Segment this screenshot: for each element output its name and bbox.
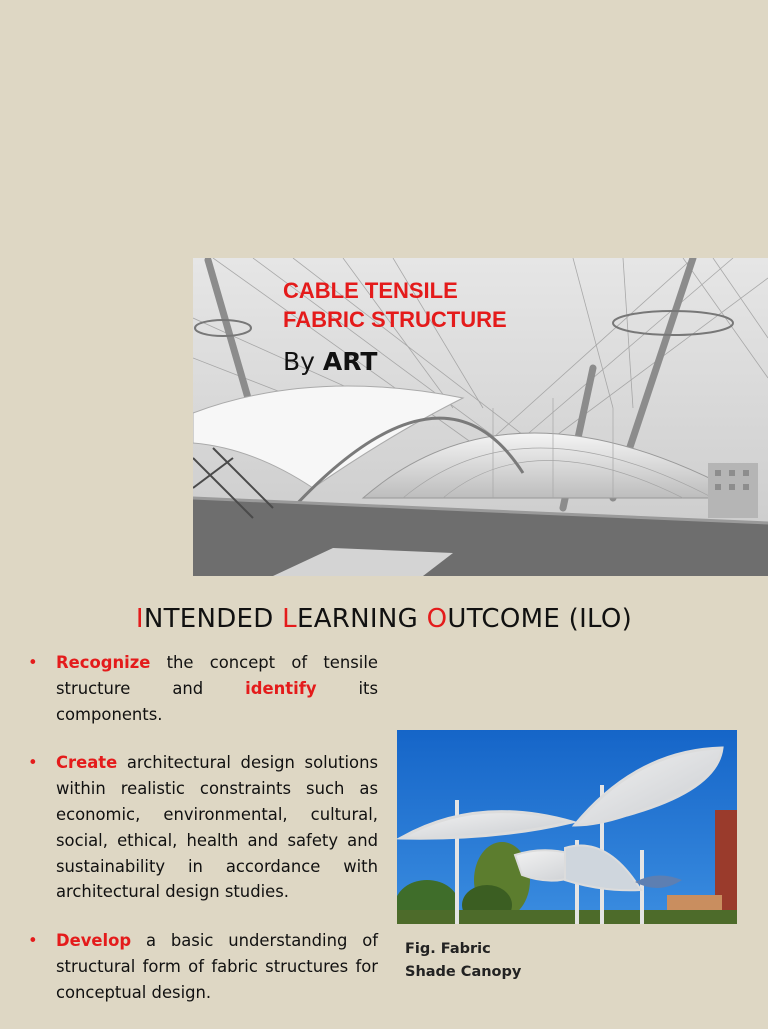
fabric-shade-canopy-image: [397, 730, 737, 924]
hero-image: [193, 258, 768, 576]
figure-caption: Fig. Fabric Shade Canopy: [405, 941, 522, 980]
bullet-keyword: Develop: [56, 931, 132, 951]
bullet-create: [28, 750, 378, 905]
bullet-develop: [28, 928, 378, 1005]
ilo-part-3: L: [282, 604, 297, 634]
bullet-keyword: Create: [56, 753, 118, 773]
ilo-part-6: UTCOME (ILO): [447, 604, 633, 634]
hero-title: [283, 276, 507, 334]
bullet-dot: •: [28, 931, 38, 951]
ilo-part-4: EARNING: [296, 604, 427, 634]
bullet-text: the concept of tensile structure and: [56, 653, 378, 698]
bullet-dot: •: [28, 753, 38, 773]
bullet-keyword-2: identify: [245, 678, 317, 698]
ilo-part-2: NTENDED: [143, 604, 283, 634]
hero-title-line-1: CABLE TENSILE: [283, 278, 458, 303]
bullet-dot: •: [28, 653, 38, 672]
hero-author: [283, 347, 377, 376]
hero-title-line-2: FABRIC STRUCTURE: [283, 307, 507, 332]
bullet-keyword: Recognize: [56, 653, 151, 672]
canopy-photo: [397, 730, 737, 924]
hero-author-name: ART: [322, 347, 378, 376]
bullet-recognize: [28, 650, 378, 727]
bullet-text-2: its components.: [56, 678, 379, 724]
bullet-list: [28, 650, 378, 1029]
hero-by-prefix: By: [283, 347, 323, 376]
ilo-part-5: O: [426, 604, 448, 634]
bullet-text: architectural design solutions within realistic constraints such as economic, environmental, cultural, social, ethical, health and safety and sustainability in accordance with architectural design studies.: [56, 753, 378, 902]
ilo-part-1: I: [135, 604, 144, 634]
ilo-heading: [0, 604, 768, 634]
bullet-text: a basic understanding of structural form of fabric structures for conceptual design.: [56, 931, 378, 1002]
